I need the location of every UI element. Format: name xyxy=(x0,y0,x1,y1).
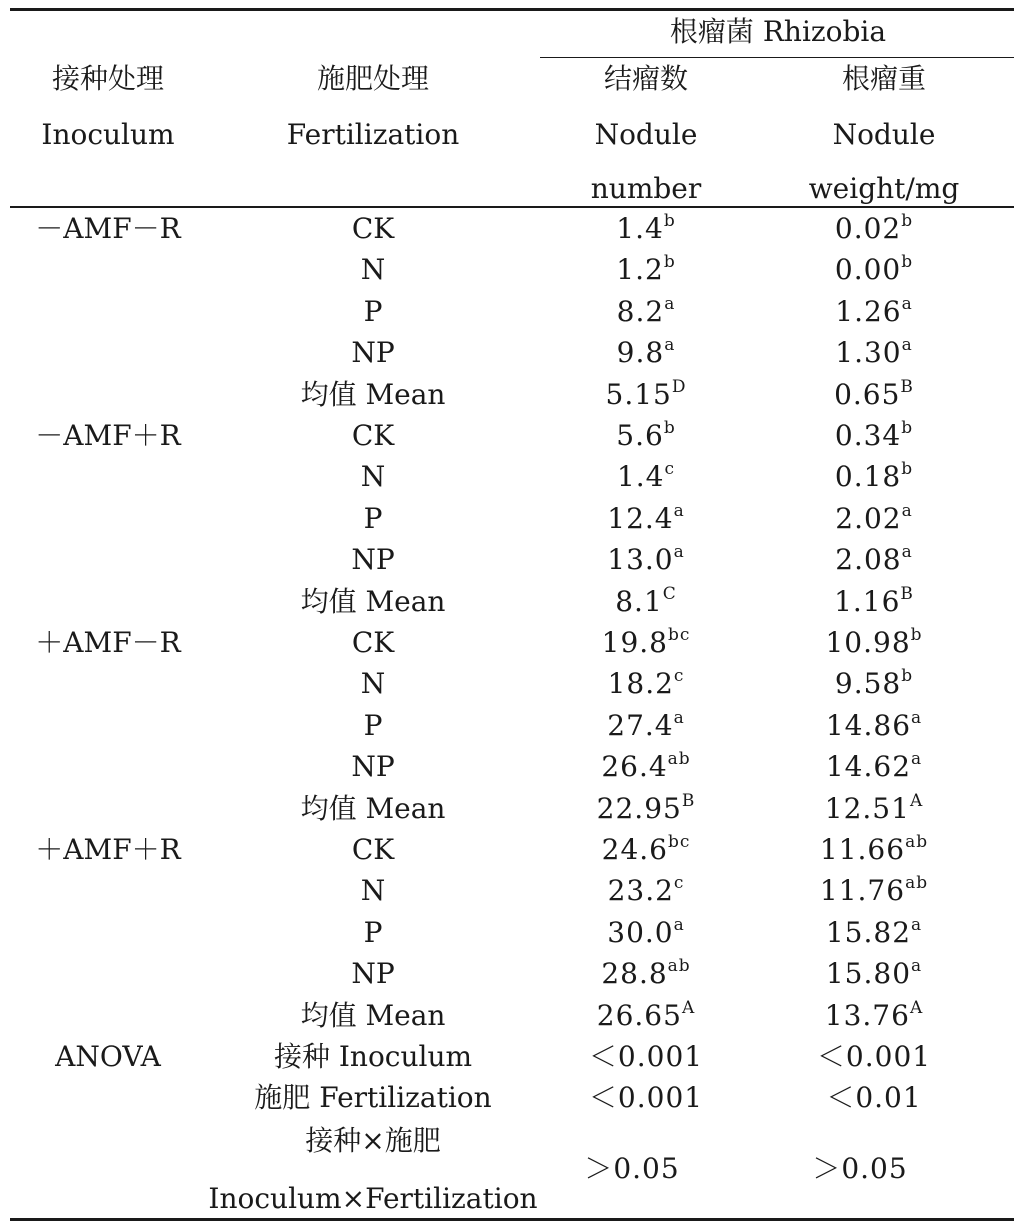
significance-letter: a xyxy=(901,541,913,562)
significance-letter: c xyxy=(673,665,685,686)
top-rule xyxy=(10,8,1014,11)
row-nodule-weight: 1.30$^a$ xyxy=(835,334,913,369)
row-fertilization: N xyxy=(360,253,386,286)
header-nodule-number-en1: Nodule xyxy=(594,118,698,151)
row-nodule-number: ＜0.001 xyxy=(588,1081,704,1114)
row-nodule-weight: ＜0.01 xyxy=(826,1081,922,1114)
significance-letter: b xyxy=(910,624,923,645)
row-nodule-weight: 0.02$^b$ xyxy=(834,210,914,245)
header-nodule-number-en2: number xyxy=(590,172,702,205)
row-fertilization: 均值 Mean xyxy=(300,999,446,1032)
bottom-rule xyxy=(10,1218,1014,1221)
row-inoculation: －AMF＋R xyxy=(35,419,181,452)
row-fertilization: 接种 Inoculum xyxy=(273,1040,473,1073)
row-fertilization: N xyxy=(360,874,386,907)
row-nodule-weight: 14.86$^a$ xyxy=(825,707,923,742)
significance-letter: a xyxy=(901,500,913,521)
row-nodule-weight: 10.98$^b$ xyxy=(825,624,923,659)
significance-letter: B xyxy=(900,376,914,397)
row-nodule-number: 13.0$^a$ xyxy=(607,541,685,576)
significance-letter: ab xyxy=(905,872,929,893)
row-nodule-weight: 11.76$^{ab}$ xyxy=(819,872,929,907)
significance-letter: bc xyxy=(667,831,691,852)
row-nodule-number: 5.6$^b$ xyxy=(616,417,676,452)
significance-letter: a xyxy=(673,541,685,562)
row-nodule-weight: 15.80$^a$ xyxy=(825,955,923,990)
row-fertilization: NP xyxy=(351,750,395,783)
row-fertilization: P xyxy=(363,916,383,949)
row-fertilization: N xyxy=(360,667,386,700)
row-fertilization: 均值 Mean xyxy=(300,792,446,825)
significance-letter: a xyxy=(911,748,923,769)
row-nodule-weight: 14.62$^a$ xyxy=(825,748,923,783)
row-nodule-weight: 0.34$^b$ xyxy=(834,417,914,452)
header-fertilization-en: Fertilization xyxy=(286,118,460,151)
row-fertilization: P xyxy=(363,502,383,535)
row-nodule-number: $26.65^A$ xyxy=(596,997,696,1032)
significance-letter: ab xyxy=(905,831,929,852)
significance-letter: C xyxy=(662,583,677,604)
significance-letter: a xyxy=(911,914,923,935)
significance-letter: b xyxy=(901,251,914,272)
significance-letter: A xyxy=(681,997,696,1018)
significance-letter: b xyxy=(663,417,676,438)
interaction-nodule-weight: ＞0.05 xyxy=(812,1152,908,1185)
row-nodule-weight: 15.82$^a$ xyxy=(825,914,923,949)
row-nodule-number: 23.2$^c$ xyxy=(607,872,685,907)
row-nodule-number: $22.95^B$ xyxy=(596,790,696,825)
significance-letter: b xyxy=(663,251,676,272)
row-fertilization: 均值 Mean xyxy=(300,378,446,411)
row-fertilization: 施肥 Fertilization xyxy=(254,1081,492,1114)
header-inoculation-cn: 接种处理 xyxy=(51,62,165,95)
significance-letter: b xyxy=(901,210,914,231)
significance-letter: a xyxy=(673,500,685,521)
row-nodule-number: $8.1^C$ xyxy=(615,583,677,618)
interaction-fert-cn: 接种×施肥 xyxy=(305,1124,441,1157)
significance-letter: a xyxy=(901,334,913,355)
significance-letter: a xyxy=(673,914,685,935)
row-nodule-weight: 2.02$^a$ xyxy=(835,500,913,535)
row-inoculation: ANOVA xyxy=(55,1040,161,1073)
row-fertilization: 均值 Mean xyxy=(300,585,446,618)
row-nodule-number: 8.2$^a$ xyxy=(616,293,676,328)
significance-letter: c xyxy=(664,458,676,479)
row-fertilization: CK xyxy=(351,212,395,245)
row-nodule-number: 1.4$^c$ xyxy=(616,458,676,493)
header-nodule-weight-cn: 根瘤重 xyxy=(841,62,927,95)
row-fertilization: NP xyxy=(351,957,395,990)
significance-letter: c xyxy=(673,872,685,893)
significance-letter: a xyxy=(664,293,676,314)
row-inoculation: ＋AMF＋R xyxy=(35,833,181,866)
row-nodule-number: 30.0$^a$ xyxy=(607,914,685,949)
row-nodule-weight: 2.08$^a$ xyxy=(835,541,913,576)
row-nodule-number: $5.15^D$ xyxy=(605,376,687,411)
row-nodule-weight: 0.18$^b$ xyxy=(834,458,914,493)
header-rhizobia-group: 根瘤菌 Rhizobia xyxy=(669,15,887,48)
row-nodule-weight: $13.76^A$ xyxy=(824,997,924,1032)
row-nodule-number: 18.2$^c$ xyxy=(607,665,685,700)
row-nodule-number: 28.8$^{ab}$ xyxy=(601,955,691,990)
significance-letter: b xyxy=(901,665,914,686)
significance-letter: ab xyxy=(667,955,691,976)
row-nodule-weight: 11.66$^{ab}$ xyxy=(819,831,929,866)
row-nodule-number: 19.8$^{bc}$ xyxy=(601,624,691,659)
significance-letter: a xyxy=(673,707,685,728)
row-nodule-number: 9.8$^a$ xyxy=(616,334,676,369)
significance-letter: A xyxy=(909,997,924,1018)
header-inoculation-en: Inoculum xyxy=(41,118,175,151)
header-nodule-weight-en2: weight/mg xyxy=(808,172,960,205)
row-nodule-number: 27.4$^a$ xyxy=(607,707,685,742)
row-nodule-number: 1.2$^b$ xyxy=(616,251,676,286)
significance-letter: ab xyxy=(667,748,691,769)
interaction-nodule-number: ＞0.05 xyxy=(584,1152,680,1185)
significance-letter: bc xyxy=(667,624,691,645)
row-nodule-number: 12.4$^a$ xyxy=(607,500,685,535)
row-nodule-weight: 1.26$^a$ xyxy=(835,293,913,328)
interaction-fert-en: Inoculum×Fertilization xyxy=(208,1182,538,1215)
header-nodule-number-cn: 结瘤数 xyxy=(603,62,689,95)
header-bottom-rule xyxy=(10,206,1014,208)
row-nodule-weight: ＜0.001 xyxy=(816,1040,932,1073)
significance-letter: a xyxy=(911,955,923,976)
row-fertilization: CK xyxy=(351,833,395,866)
significance-letter: B xyxy=(681,790,696,811)
row-fertilization: P xyxy=(363,295,383,328)
significance-letter: b xyxy=(901,417,914,438)
significance-letter: b xyxy=(663,210,676,231)
significance-letter: a xyxy=(911,707,923,728)
row-fertilization: NP xyxy=(351,543,395,576)
significance-letter: A xyxy=(909,790,924,811)
row-inoculation: －AMF－R xyxy=(35,212,181,245)
row-nodule-number: 24.6$^{bc}$ xyxy=(601,831,691,866)
row-nodule-weight: $12.51^A$ xyxy=(824,790,924,825)
row-nodule-number: 1.4$^b$ xyxy=(616,210,676,245)
significance-letter: D xyxy=(671,376,687,397)
row-nodule-number: ＜0.001 xyxy=(588,1040,704,1073)
row-nodule-weight: 9.58$^b$ xyxy=(834,665,914,700)
row-fertilization: NP xyxy=(351,336,395,369)
significance-letter: b xyxy=(901,458,914,479)
significance-letter: a xyxy=(901,293,913,314)
row-fertilization: P xyxy=(363,709,383,742)
significance-letter: B xyxy=(900,583,914,604)
row-nodule-weight: 0.00$^b$ xyxy=(834,251,914,286)
rhizobia-group-rule xyxy=(540,57,1014,58)
row-fertilization: CK xyxy=(351,626,395,659)
row-inoculation: ＋AMF－R xyxy=(35,626,181,659)
row-nodule-weight: $1.16^B$ xyxy=(834,583,914,618)
significance-letter: a xyxy=(664,334,676,355)
row-fertilization: N xyxy=(360,460,386,493)
header-nodule-weight-en1: Nodule xyxy=(832,118,936,151)
row-nodule-weight: $0.65^B$ xyxy=(834,376,914,411)
row-nodule-number: 26.4$^{ab}$ xyxy=(601,748,691,783)
header-fertilization-cn: 施肥处理 xyxy=(316,62,430,95)
row-fertilization: CK xyxy=(351,419,395,452)
